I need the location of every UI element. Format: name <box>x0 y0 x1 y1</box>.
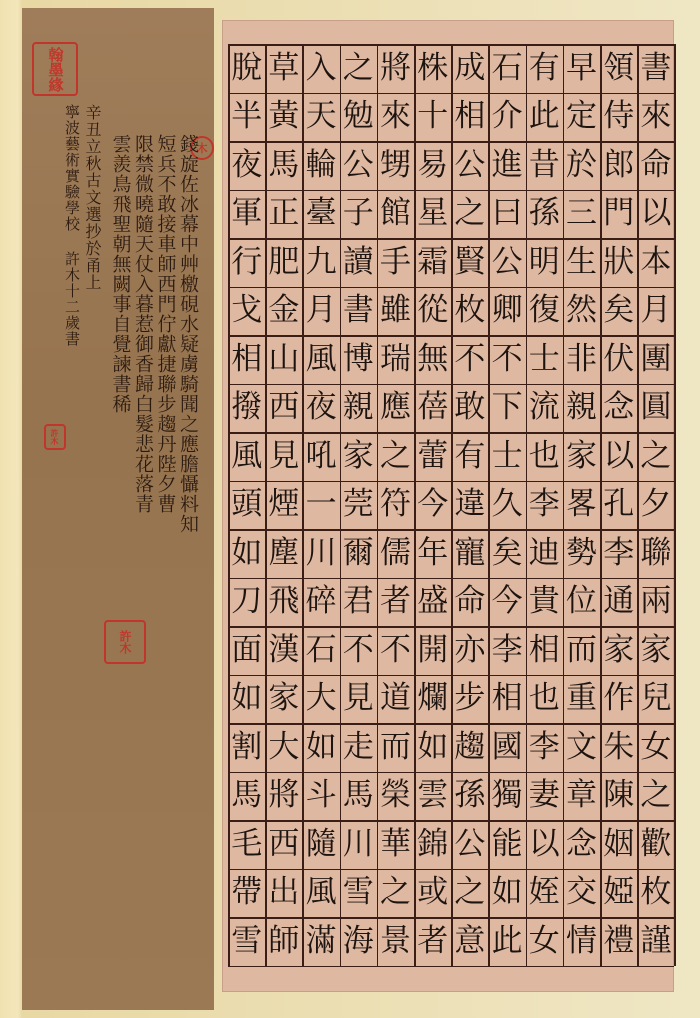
grid-character: 謹 <box>640 922 672 959</box>
grid-character: 師 <box>268 922 300 959</box>
grid-character: 夜 <box>231 146 263 183</box>
grid-character: 李 <box>528 728 560 765</box>
grid-character: 歡 <box>640 825 672 862</box>
grid-character: 今 <box>491 583 523 620</box>
grid-character: 孔 <box>603 486 635 523</box>
grid-character: 之 <box>454 195 486 232</box>
grid-character: 之 <box>640 777 672 814</box>
grid-character: 矣 <box>491 534 523 571</box>
grid-character: 郎 <box>603 146 635 183</box>
grid-character: 以 <box>640 195 672 232</box>
grid-character: 斗 <box>305 777 337 814</box>
grid-character: 盛 <box>417 583 449 620</box>
grid-character: 有 <box>528 49 560 86</box>
grid-character: 金 <box>268 292 300 329</box>
grid-character: 不 <box>379 631 411 668</box>
grid-character: 此 <box>491 922 523 959</box>
grid-character: 半 <box>231 98 263 135</box>
lower-seal: 許木 <box>104 620 146 664</box>
grid-character: 如 <box>231 680 263 717</box>
grid-character: 將 <box>268 777 300 814</box>
grid-character: 蓓 <box>417 389 449 426</box>
grid-character: 飛 <box>268 583 300 620</box>
grid-character: 有 <box>454 437 486 474</box>
grid-character: 館 <box>379 195 411 232</box>
grid-character: 門 <box>603 195 635 232</box>
inscription-column: 雲羨鳥飛聖朝無闕事自覺諫書稀 <box>109 134 132 414</box>
grid-character: 軍 <box>231 195 263 232</box>
grid-character: 伏 <box>603 340 635 377</box>
grid-character: 家 <box>268 680 300 717</box>
grid-character: 於 <box>565 146 597 183</box>
grid-character: 霜 <box>417 243 449 280</box>
grid-character: 儒 <box>379 534 411 571</box>
grid-character: 女 <box>528 922 560 959</box>
grid-character: 夕 <box>640 486 672 523</box>
grid-character: 月 <box>640 292 672 329</box>
grid-character: 念 <box>565 825 597 862</box>
grid-character: 脫 <box>231 49 263 86</box>
grid-character: 位 <box>565 583 597 620</box>
grid-character: 子 <box>342 195 374 232</box>
inscription-column: 辛丑立秋古文選抄於甬上 <box>83 104 102 291</box>
grid-character: 馬 <box>342 777 374 814</box>
inscription-column: 錢旋佐冰幕中艸檄硯水疑虜騎聞之應膽懾料知 <box>177 134 199 534</box>
grid-character: 勢 <box>565 534 597 571</box>
grid-character: 榮 <box>379 777 411 814</box>
grid-character: 介 <box>491 98 523 135</box>
grid-character: 海 <box>342 922 374 959</box>
inscription-column: 短兵不敢接車師西門佇獻捷聯步趨丹陛夕曹 <box>154 134 177 514</box>
grid-character: 川 <box>305 534 337 571</box>
grid-character: 賢 <box>454 243 486 280</box>
grid-character: 然 <box>565 292 597 329</box>
grid-character: 士 <box>528 340 560 377</box>
grid-character: 十 <box>417 98 449 135</box>
grid-character: 吼 <box>305 437 337 474</box>
grid-character: 滿 <box>305 922 337 959</box>
grid-character: 家 <box>640 631 672 668</box>
signature-seal: 許木 <box>44 424 66 450</box>
grid-character: 而 <box>379 728 411 765</box>
grid-character: 行 <box>231 243 263 280</box>
grid-character: 成 <box>454 49 486 86</box>
grid-character: 也 <box>528 680 560 717</box>
grid-character: 早 <box>565 49 597 86</box>
grid-character: 定 <box>565 98 597 135</box>
grid-character: 侍 <box>603 98 635 135</box>
grid-character: 石 <box>491 49 523 86</box>
grid-character: 大 <box>305 680 337 717</box>
grid-character: 風 <box>305 340 337 377</box>
grid-character: 風 <box>305 874 337 911</box>
grid-character: 書 <box>342 292 374 329</box>
grid-character: 妻 <box>528 777 560 814</box>
grid-character: 如 <box>305 728 337 765</box>
grid-character: 獨 <box>491 777 523 814</box>
grid-character: 流 <box>528 389 560 426</box>
grid-character: 如 <box>231 534 263 571</box>
grid-character: 景 <box>379 922 411 959</box>
grid-character: 塵 <box>268 534 300 571</box>
grid-character: 之 <box>379 437 411 474</box>
grid-character: 煙 <box>268 486 300 523</box>
grid-character: 久 <box>491 486 523 523</box>
grid-character: 情 <box>565 922 597 959</box>
grid-character: 士 <box>491 437 523 474</box>
grid-character: 來 <box>640 98 672 135</box>
grid-character: 雲 <box>417 777 449 814</box>
grid-character: 家 <box>342 437 374 474</box>
grid-character: 臺 <box>305 195 337 232</box>
grid-character: 昔 <box>528 146 560 183</box>
grid-character: 刀 <box>231 583 263 620</box>
grid-character: 君 <box>342 583 374 620</box>
grid-character: 出 <box>268 874 300 911</box>
grid-character: 正 <box>268 195 300 232</box>
grid-character: 之 <box>379 874 411 911</box>
grid-character: 之 <box>342 49 374 86</box>
grid-character: 通 <box>603 583 635 620</box>
grid-character: 家 <box>603 631 635 668</box>
grid-character: 見 <box>268 437 300 474</box>
grid-character: 株 <box>417 49 449 86</box>
grid-character: 公 <box>454 825 486 862</box>
grid-character: 書 <box>640 49 672 86</box>
grid-character: 孫 <box>528 195 560 232</box>
grid-character: 戈 <box>231 292 263 329</box>
grid-character: 步 <box>454 680 486 717</box>
left-panel <box>22 8 214 1010</box>
grid-character: 一 <box>305 486 337 523</box>
small-round-seal: 木 <box>190 136 214 160</box>
grid-character: 聯 <box>640 534 672 571</box>
grid-character: 相 <box>528 631 560 668</box>
grid-character: 或 <box>417 874 449 911</box>
grid-character: 肥 <box>268 243 300 280</box>
grid-character: 錦 <box>417 825 449 862</box>
grid-character: 交 <box>565 874 597 911</box>
grid-character: 年 <box>417 534 449 571</box>
grid-character: 爾 <box>342 534 374 571</box>
grid-character: 明 <box>528 243 560 280</box>
grid-character: 曰 <box>491 195 523 232</box>
grid-character: 相 <box>231 340 263 377</box>
grid-character: 隨 <box>305 825 337 862</box>
grid-character: 迪 <box>528 534 560 571</box>
grid-character: 相 <box>491 680 523 717</box>
grid-character: 不 <box>342 631 374 668</box>
grid-character: 三 <box>565 195 597 232</box>
grid-character: 從 <box>417 292 449 329</box>
grid-character: 以 <box>528 825 560 862</box>
grid-character: 復 <box>528 292 560 329</box>
grid-character: 大 <box>268 728 300 765</box>
grid-character: 帶 <box>231 874 263 911</box>
grid-character: 爛 <box>417 680 449 717</box>
grid-character: 章 <box>565 777 597 814</box>
grid-character: 領 <box>603 49 635 86</box>
grid-character: 非 <box>565 340 597 377</box>
grid-character: 圓 <box>640 389 672 426</box>
grid-character: 親 <box>565 389 597 426</box>
grid-character: 兒 <box>640 680 672 717</box>
grid-character: 頭 <box>231 486 263 523</box>
grid-character: 禮 <box>603 922 635 959</box>
grid-character: 雪 <box>342 874 374 911</box>
grid-character: 者 <box>417 922 449 959</box>
grid-character: 夜 <box>305 389 337 426</box>
grid-character: 亦 <box>454 631 486 668</box>
grid-character: 下 <box>491 389 523 426</box>
grid-character: 命 <box>640 146 672 183</box>
grid-character: 來 <box>379 98 411 135</box>
grid-character: 應 <box>379 389 411 426</box>
grid-character: 蕾 <box>417 437 449 474</box>
grid-character: 博 <box>342 340 374 377</box>
grid-character: 馬 <box>231 777 263 814</box>
grid-character: 李 <box>528 486 560 523</box>
grid-character: 生 <box>565 243 597 280</box>
grid-character: 團 <box>640 340 672 377</box>
grid-character: 卿 <box>491 292 523 329</box>
grid-character: 入 <box>305 49 337 86</box>
grid-character: 本 <box>640 243 672 280</box>
grid-character: 陳 <box>603 777 635 814</box>
grid-character: 姪 <box>528 874 560 911</box>
grid-character: 矣 <box>603 292 635 329</box>
grid-character: 也 <box>528 437 560 474</box>
grid-character: 念 <box>603 389 635 426</box>
grid-character: 西 <box>268 389 300 426</box>
grid-character: 風 <box>231 437 263 474</box>
grid-row-rule <box>228 966 674 968</box>
grid-character: 狀 <box>603 243 635 280</box>
grid-character: 讀 <box>342 243 374 280</box>
grid-character: 文 <box>565 728 597 765</box>
grid-character: 瑞 <box>379 340 411 377</box>
grid-character: 兩 <box>640 583 672 620</box>
top-left-seal: 翰墨緣 <box>32 42 78 96</box>
grid-character: 國 <box>491 728 523 765</box>
grid-character: 道 <box>379 680 411 717</box>
grid-character: 作 <box>603 680 635 717</box>
grid-character: 寵 <box>454 534 486 571</box>
grid-character: 畧 <box>565 486 597 523</box>
grid-character: 者 <box>379 583 411 620</box>
grid-character: 公 <box>491 243 523 280</box>
calligraphy-grid <box>222 20 674 992</box>
grid-character: 違 <box>454 486 486 523</box>
grid-character: 今 <box>417 486 449 523</box>
grid-character: 雖 <box>379 292 411 329</box>
grid-character: 莞 <box>342 486 374 523</box>
grid-character: 此 <box>528 98 560 135</box>
grid-character: 家 <box>565 437 597 474</box>
grid-character: 石 <box>305 631 337 668</box>
grid-character: 將 <box>379 49 411 86</box>
grid-character: 親 <box>342 389 374 426</box>
grid-character: 朱 <box>603 728 635 765</box>
grid-character: 如 <box>417 728 449 765</box>
grid-character: 開 <box>417 631 449 668</box>
grid-character: 枚 <box>640 874 672 911</box>
grid-character: 雪 <box>231 922 263 959</box>
grid-character: 走 <box>342 728 374 765</box>
grid-character: 輪 <box>305 146 337 183</box>
grid-character: 星 <box>417 195 449 232</box>
grid-character: 貴 <box>528 583 560 620</box>
grid-character: 手 <box>379 243 411 280</box>
grid-character: 以 <box>603 437 635 474</box>
grid-character: 李 <box>491 631 523 668</box>
grid-character: 敢 <box>454 389 486 426</box>
grid-character: 黃 <box>268 98 300 135</box>
grid-character: 如 <box>491 874 523 911</box>
inscription-column: 寧波藝術實驗學校 許木十二歲書 <box>63 104 81 347</box>
grid-character: 進 <box>491 146 523 183</box>
grid-character: 不 <box>454 340 486 377</box>
grid-character: 西 <box>268 825 300 862</box>
grid-character: 相 <box>454 98 486 135</box>
grid-character: 易 <box>417 146 449 183</box>
grid-character: 九 <box>305 243 337 280</box>
grid-character: 枚 <box>454 292 486 329</box>
grid-character: 李 <box>603 534 635 571</box>
inscription-column: 限禁微曉隨天仗入暮惹御香歸白髮悲花落青 <box>132 134 154 514</box>
grid-character: 馬 <box>268 146 300 183</box>
grid-character: 符 <box>379 486 411 523</box>
grid-character: 勉 <box>342 98 374 135</box>
grid-character: 甥 <box>379 146 411 183</box>
grid-character: 碎 <box>305 583 337 620</box>
grid-character: 天 <box>305 98 337 135</box>
grid-character: 命 <box>454 583 486 620</box>
grid-character: 漢 <box>268 631 300 668</box>
grid-character: 草 <box>268 49 300 86</box>
grid-character: 重 <box>565 680 597 717</box>
grid-character: 月 <box>305 292 337 329</box>
grid-character: 割 <box>231 728 263 765</box>
grid-character: 公 <box>342 146 374 183</box>
grid-character: 川 <box>342 825 374 862</box>
grid-character: 女 <box>640 728 672 765</box>
grid-character: 而 <box>565 631 597 668</box>
grid-character: 毛 <box>231 825 263 862</box>
grid-character: 面 <box>231 631 263 668</box>
grid-character: 能 <box>491 825 523 862</box>
grid-character: 之 <box>640 437 672 474</box>
grid-character: 山 <box>268 340 300 377</box>
grid-character: 公 <box>454 146 486 183</box>
grid-character: 意 <box>454 922 486 959</box>
grid-character: 姻 <box>603 825 635 862</box>
grid-character: 婭 <box>603 874 635 911</box>
grid-character: 撥 <box>231 389 263 426</box>
grid-character: 見 <box>342 680 374 717</box>
grid-character: 華 <box>379 825 411 862</box>
grid-character: 不 <box>491 340 523 377</box>
grid-character: 之 <box>454 874 486 911</box>
grid-character: 孫 <box>454 777 486 814</box>
grid-character: 趨 <box>454 728 486 765</box>
grid-character: 無 <box>417 340 449 377</box>
